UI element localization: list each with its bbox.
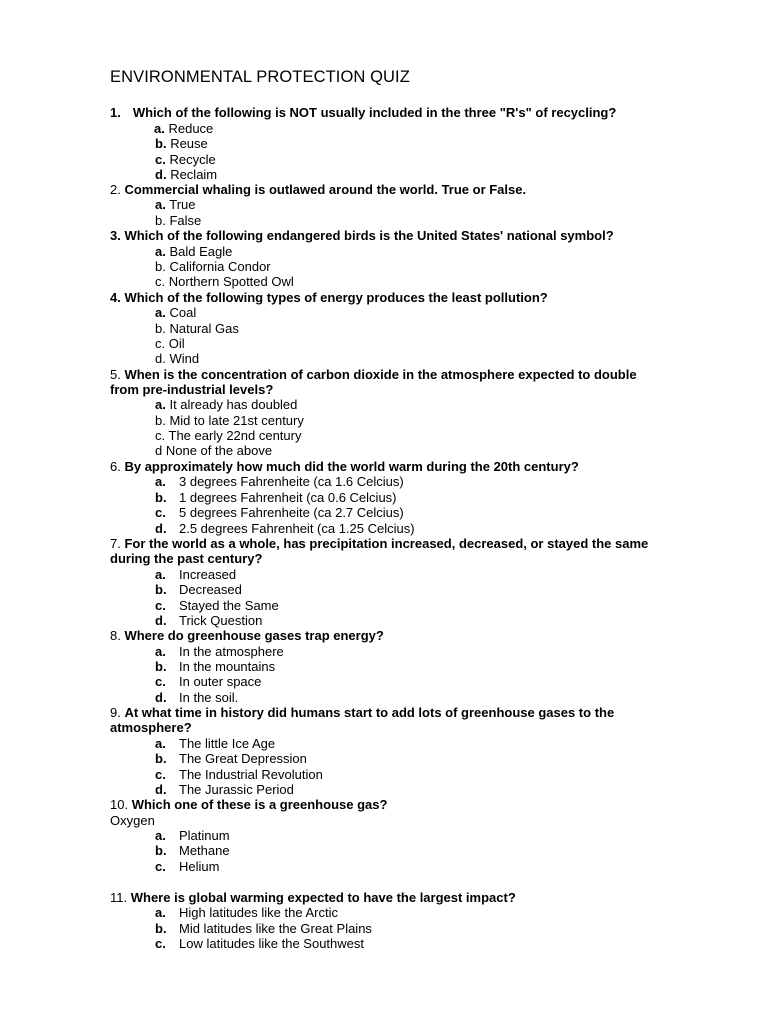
option-11a — [155, 905, 338, 920]
option-6c — [155, 505, 404, 520]
question-7-cont: during the past century? — [110, 551, 263, 566]
option-8c — [155, 674, 261, 689]
option-letter: b. — [155, 582, 167, 597]
option-3a — [155, 244, 232, 259]
question-text: Where do greenhouse gases trap energy? — [124, 628, 384, 643]
option-9a — [155, 736, 275, 751]
option-letter: c. — [155, 859, 166, 874]
option-8b — [155, 659, 275, 674]
option-text: California Condor — [169, 259, 271, 274]
option-letter: c. — [155, 152, 166, 167]
option-text: 1 degrees Fahrenheit (ca 0.6 Celcius) — [179, 490, 397, 505]
question-number: 5. — [110, 367, 121, 382]
option-text: In the atmosphere — [179, 644, 284, 659]
option-letter: c. — [155, 428, 166, 443]
option-6d — [155, 521, 415, 536]
option-letter: c. — [155, 767, 166, 782]
option-3b — [155, 259, 271, 274]
option-text: Northern Spotted Owl — [168, 274, 294, 289]
option-6b — [155, 490, 397, 505]
question-2 — [110, 182, 526, 197]
option-letter: a. — [155, 197, 166, 212]
option-letter: d. — [155, 690, 167, 705]
option-letter: b. — [155, 213, 166, 228]
question-text: Which one of these is a greenhouse gas? — [131, 797, 388, 812]
question-text-line1: At what time in history did humans start to add lots of greenhouse gases to the — [124, 705, 615, 720]
question-10 — [110, 797, 387, 812]
question-5 — [110, 367, 637, 382]
option-text: Recycle — [169, 152, 216, 167]
option-5c — [155, 428, 301, 443]
option-text: It already has doubled — [169, 397, 298, 412]
option-letter: b. — [155, 321, 166, 336]
option-letter: a. — [155, 644, 166, 659]
option-text: Wind — [169, 351, 200, 366]
option-letter: b. — [155, 843, 167, 858]
option-letter: c. — [155, 674, 166, 689]
question-6 — [110, 459, 579, 474]
option-text: 5 degrees Fahrenheite (ca 2.7 Celcius) — [179, 505, 404, 520]
option-letter: d. — [155, 167, 167, 182]
question-7 — [110, 536, 648, 551]
option-letter: a. — [154, 121, 165, 136]
option-text: Helium — [179, 859, 220, 874]
option-1b — [155, 136, 208, 151]
option-text: 2.5 degrees Fahrenheit (ca 1.25 Celcius) — [179, 521, 415, 536]
option-9c — [155, 767, 323, 782]
question-number: 1. — [110, 105, 121, 120]
option-text: High latitudes like the Arctic — [179, 905, 338, 920]
option-letter: d. — [155, 351, 166, 366]
option-text: 3 degrees Fahrenheite (ca 1.6 Celcius) — [179, 474, 404, 489]
option-text: The little Ice Age — [179, 736, 276, 751]
option-letter: d. — [155, 521, 167, 536]
option-letter: d. — [155, 782, 167, 797]
option-letter: c. — [155, 598, 166, 613]
option-4c — [155, 336, 185, 351]
option-letter: b. — [155, 921, 167, 936]
option-2b — [155, 213, 201, 228]
option-text: Mid to late 21st century — [169, 413, 304, 428]
option-letter: c. — [155, 505, 166, 520]
option-letter: d. — [155, 613, 167, 628]
question-text: By approximately how much did the world warm during the 20th century? — [124, 459, 579, 474]
option-5d — [155, 443, 272, 458]
option-4a — [155, 305, 196, 320]
option-letter: b. — [155, 490, 167, 505]
option-text: Decreased — [179, 582, 242, 597]
option-letter: b. — [155, 751, 167, 766]
question-text: Commercial whaling is outlawed around the world. True or False. — [124, 182, 527, 197]
question-9-cont: atmosphere? — [110, 720, 192, 735]
option-1d — [155, 167, 217, 182]
option-letter: a. — [155, 244, 166, 259]
option-text: Methane — [179, 843, 230, 858]
question-text-line1: For the world as a whole, has precipitation increased, decreased, or stayed the same — [124, 536, 649, 551]
option-text: False — [169, 213, 202, 228]
option-text: In the mountains — [179, 659, 276, 674]
question-number: 6. — [110, 459, 121, 474]
option-letter: a. — [155, 567, 166, 582]
question-9 — [110, 705, 614, 720]
question-text: Where is global warming expected to have the largest impact? — [130, 890, 516, 905]
option-text: Reclaim — [170, 167, 218, 182]
option-5b — [155, 413, 304, 428]
option-1c — [155, 152, 216, 167]
question-10-extra: Oxygen — [110, 813, 155, 828]
page-title: ENVIRONMENTAL PROTECTION QUIZ — [110, 68, 410, 86]
question-number: 2. — [110, 182, 121, 197]
option-text: Reuse — [170, 136, 208, 151]
question-5-cont: from pre-industrial levels? — [110, 382, 274, 397]
question-text: Which of the following is NOT usually included in the three "R's" of recycling? — [132, 105, 617, 120]
option-text: In outer space — [179, 674, 262, 689]
option-8a — [155, 644, 284, 659]
option-letter: a. — [155, 828, 166, 843]
question-text: Which of the following endangered birds is the United States' national symbol? — [124, 228, 614, 243]
question-number: 11. — [110, 890, 128, 905]
option-10c — [155, 859, 219, 874]
option-letter: a. — [155, 736, 166, 751]
option-letter: c. — [155, 936, 166, 951]
option-5a — [155, 397, 297, 412]
question-1 — [110, 105, 616, 120]
option-text: Platinum — [179, 828, 230, 843]
option-text: The early 22nd century — [168, 428, 302, 443]
option-1a — [154, 121, 213, 136]
question-number: 9. — [110, 705, 121, 720]
option-letter: d — [155, 443, 163, 458]
option-text: The Jurassic Period — [179, 782, 294, 797]
question-number: 8. — [110, 628, 121, 643]
option-text: Reduce — [168, 121, 214, 136]
question-number: 4. — [110, 290, 121, 305]
option-text: Increased — [179, 567, 237, 582]
option-letter: c. — [155, 274, 166, 289]
option-text: Oil — [168, 336, 185, 351]
option-6a — [155, 474, 404, 489]
option-text: Coal — [169, 305, 197, 320]
option-4b — [155, 321, 239, 336]
option-letter: b. — [155, 259, 166, 274]
option-letter: a. — [155, 397, 166, 412]
option-text: Low latitudes like the Southwest — [179, 936, 364, 951]
option-7c — [155, 598, 279, 613]
option-10b — [155, 843, 230, 858]
option-letter: b. — [155, 136, 167, 151]
option-10a — [155, 828, 230, 843]
option-4d — [155, 351, 199, 366]
option-text: The Great Depression — [179, 751, 307, 766]
option-11c — [155, 936, 364, 951]
option-9d — [155, 782, 294, 797]
option-8d — [155, 690, 238, 705]
question-number: 10. — [110, 797, 129, 812]
option-letter: c. — [155, 336, 166, 351]
option-text: None of the above — [165, 443, 273, 458]
question-text-line1: When is the concentration of carbon dioxide in the atmosphere expected to double — [124, 367, 637, 382]
option-text: True — [169, 197, 196, 212]
option-letter: b. — [155, 659, 167, 674]
question-number: 3. — [110, 228, 121, 243]
option-2a — [155, 197, 195, 212]
question-text: Which of the following types of energy produces the least pollution? — [124, 290, 548, 305]
option-letter: a. — [155, 305, 166, 320]
option-letter: b. — [155, 413, 166, 428]
option-text: Trick Question — [179, 613, 263, 628]
question-4 — [110, 290, 548, 305]
option-letter: a. — [155, 905, 166, 920]
option-7d — [155, 613, 262, 628]
question-8 — [110, 628, 384, 643]
option-text: Natural Gas — [169, 321, 239, 336]
option-text: Stayed the Same — [179, 598, 279, 613]
option-text: Mid latitudes like the Great Plains — [179, 921, 372, 936]
option-text: The Industrial Revolution — [179, 767, 323, 782]
question-number: 7. — [110, 536, 121, 551]
option-letter: a. — [155, 474, 166, 489]
option-3c — [155, 274, 294, 289]
question-3 — [110, 228, 614, 243]
option-text: Bald Eagle — [169, 244, 233, 259]
option-11b — [155, 921, 372, 936]
option-7a — [155, 567, 236, 582]
option-9b — [155, 751, 307, 766]
option-7b — [155, 582, 242, 597]
option-text: In the soil. — [179, 690, 239, 705]
question-11 — [110, 890, 516, 905]
